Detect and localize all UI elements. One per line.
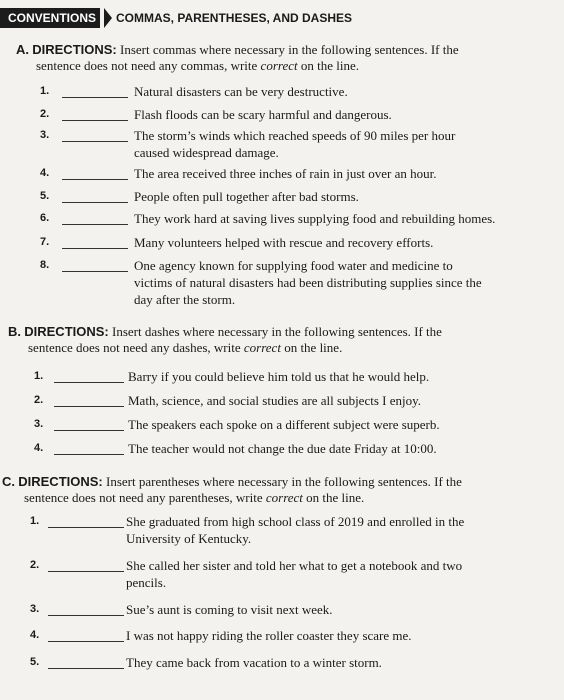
worksheet-header <box>0 8 564 28</box>
section-a-answer-blank[interactable] <box>62 120 128 121</box>
section-c-item-text: I was not happy riding the roller coaster they scare me. <box>126 628 412 643</box>
section-b-answer-blank[interactable] <box>54 454 124 455</box>
section-c-item-number: 5. <box>30 656 40 668</box>
section-a-item-number: 8. <box>40 259 50 271</box>
section-c-item-number: 2. <box>30 559 40 571</box>
section-b-directions-line2: sentence does not need any dashes, write correct on the line. <box>28 340 343 355</box>
section-a-answer-blank[interactable] <box>62 202 128 203</box>
section-b-directions-label: DIRECTIONS: <box>24 324 109 339</box>
section-c-letter: C. <box>2 474 15 489</box>
section-a-item-number: 4. <box>40 167 50 179</box>
section-a-item-text: Many volunteers helped with rescue and recovery efforts. <box>134 235 434 250</box>
section-b-item-number: 3. <box>34 418 44 430</box>
section-a-directions-text: Insert commas where necessary in the following sentences. If the <box>116 42 459 57</box>
section-b-item-number: 2. <box>34 394 44 406</box>
section-c-directions <box>2 474 462 490</box>
section-tag: CONVENTIONS <box>0 8 100 28</box>
section-a-letter: A. <box>16 42 29 57</box>
section-a-item-number: 5. <box>40 190 50 202</box>
section-a-answer-blank[interactable] <box>62 248 128 249</box>
section-a-directions-line2: sentence does not need any commas, write correct on the line. <box>36 58 359 73</box>
section-c-item-text: She called her sister and told her what to get a notebook and two <box>126 558 463 573</box>
section-c-directions-label: DIRECTIONS: <box>18 474 103 489</box>
section-c-answer-blank[interactable] <box>48 615 124 616</box>
section-c-item-text: She graduated from high school class of 2019 and enrolled in the <box>126 514 465 529</box>
section-c-directions-line2: sentence does not need any parentheses, write correct on the line. <box>24 490 365 505</box>
section-a-directions <box>16 42 459 58</box>
section-b-item-text: The teacher would not change the due date Friday at 10:00. <box>128 441 437 456</box>
worksheet-title: COMMAS, PARENTHESES, AND DASHES <box>116 11 353 25</box>
section-c-answer-blank[interactable] <box>48 571 124 572</box>
section-a-item-number: 1. <box>40 85 50 97</box>
section-a-item-text: They work hard at saving lives supplying food and rebuilding homes. <box>134 211 496 226</box>
section-b-answer-blank[interactable] <box>54 430 124 431</box>
section-b-answer-blank[interactable] <box>54 406 124 407</box>
section-c-item-number: 4. <box>30 629 40 641</box>
section-b-item-text: Barry if you could believe him told us that he would help. <box>128 369 430 384</box>
section-c-item-number: 1. <box>30 515 40 527</box>
section-a-item-text: caused widespread damage. <box>134 145 279 160</box>
section-c-item-text: They came back from vacation to a winter storm. <box>126 655 382 670</box>
section-a-item-number: 7. <box>40 236 50 248</box>
section-a-item-text: day after the storm. <box>134 292 236 307</box>
section-b-directions <box>8 324 442 340</box>
section-c-answer-blank[interactable] <box>48 668 124 669</box>
section-b-letter: B. <box>8 324 21 339</box>
section-b-item-text: Math, science, and social studies are all subjects I enjoy. <box>128 393 422 408</box>
section-a-item-text: People often pull together after bad storms. <box>134 189 359 204</box>
section-c-answer-blank[interactable] <box>48 641 124 642</box>
section-a-item-text: Natural disasters can be very destructive. <box>134 84 348 99</box>
section-a-directions-label: DIRECTIONS: <box>32 42 117 57</box>
section-b-directions-text: Insert dashes where necessary in the following sentences. If the <box>108 324 442 339</box>
section-a-answer-blank[interactable] <box>62 224 128 225</box>
section-a-item-text: The storm’s winds which reached speeds of 90 miles per hour <box>134 128 456 143</box>
section-a-item-text: victims of natural disasters had been distributing supplies since the <box>134 275 482 290</box>
section-c-directions-text: Insert parentheses where necessary in the following sentences. If the <box>102 474 462 489</box>
section-b-answer-blank[interactable] <box>54 382 124 383</box>
section-c-item-text: pencils. <box>126 575 167 590</box>
section-b-item-text: The speakers each spoke on a different subject were superb. <box>128 417 440 432</box>
section-a-item-text: One agency known for supplying food water and medicine to <box>134 258 453 273</box>
section-a-item-text: Flash floods can be scary harmful and dangerous. <box>134 107 392 122</box>
section-c-item-text: Sue’s aunt is coming to visit next week. <box>126 602 333 617</box>
section-c-item-text: University of Kentucky. <box>126 531 252 546</box>
section-a-item-text: The area received three inches of rain in just over an hour. <box>134 166 437 181</box>
section-c-item-number: 3. <box>30 603 40 615</box>
section-a-answer-blank[interactable] <box>62 179 128 180</box>
section-b-item-number: 1. <box>34 370 44 382</box>
section-a-item-number: 6. <box>40 212 50 224</box>
section-a-item-number: 2. <box>40 108 50 120</box>
section-b-item-number: 4. <box>34 442 44 454</box>
section-a-item-number: 3. <box>40 129 50 141</box>
section-a-answer-blank[interactable] <box>62 271 128 272</box>
section-a-answer-blank[interactable] <box>62 97 128 98</box>
section-c-answer-blank[interactable] <box>48 527 124 528</box>
section-a-answer-blank[interactable] <box>62 141 128 142</box>
tag-arrow-icon <box>104 8 112 28</box>
